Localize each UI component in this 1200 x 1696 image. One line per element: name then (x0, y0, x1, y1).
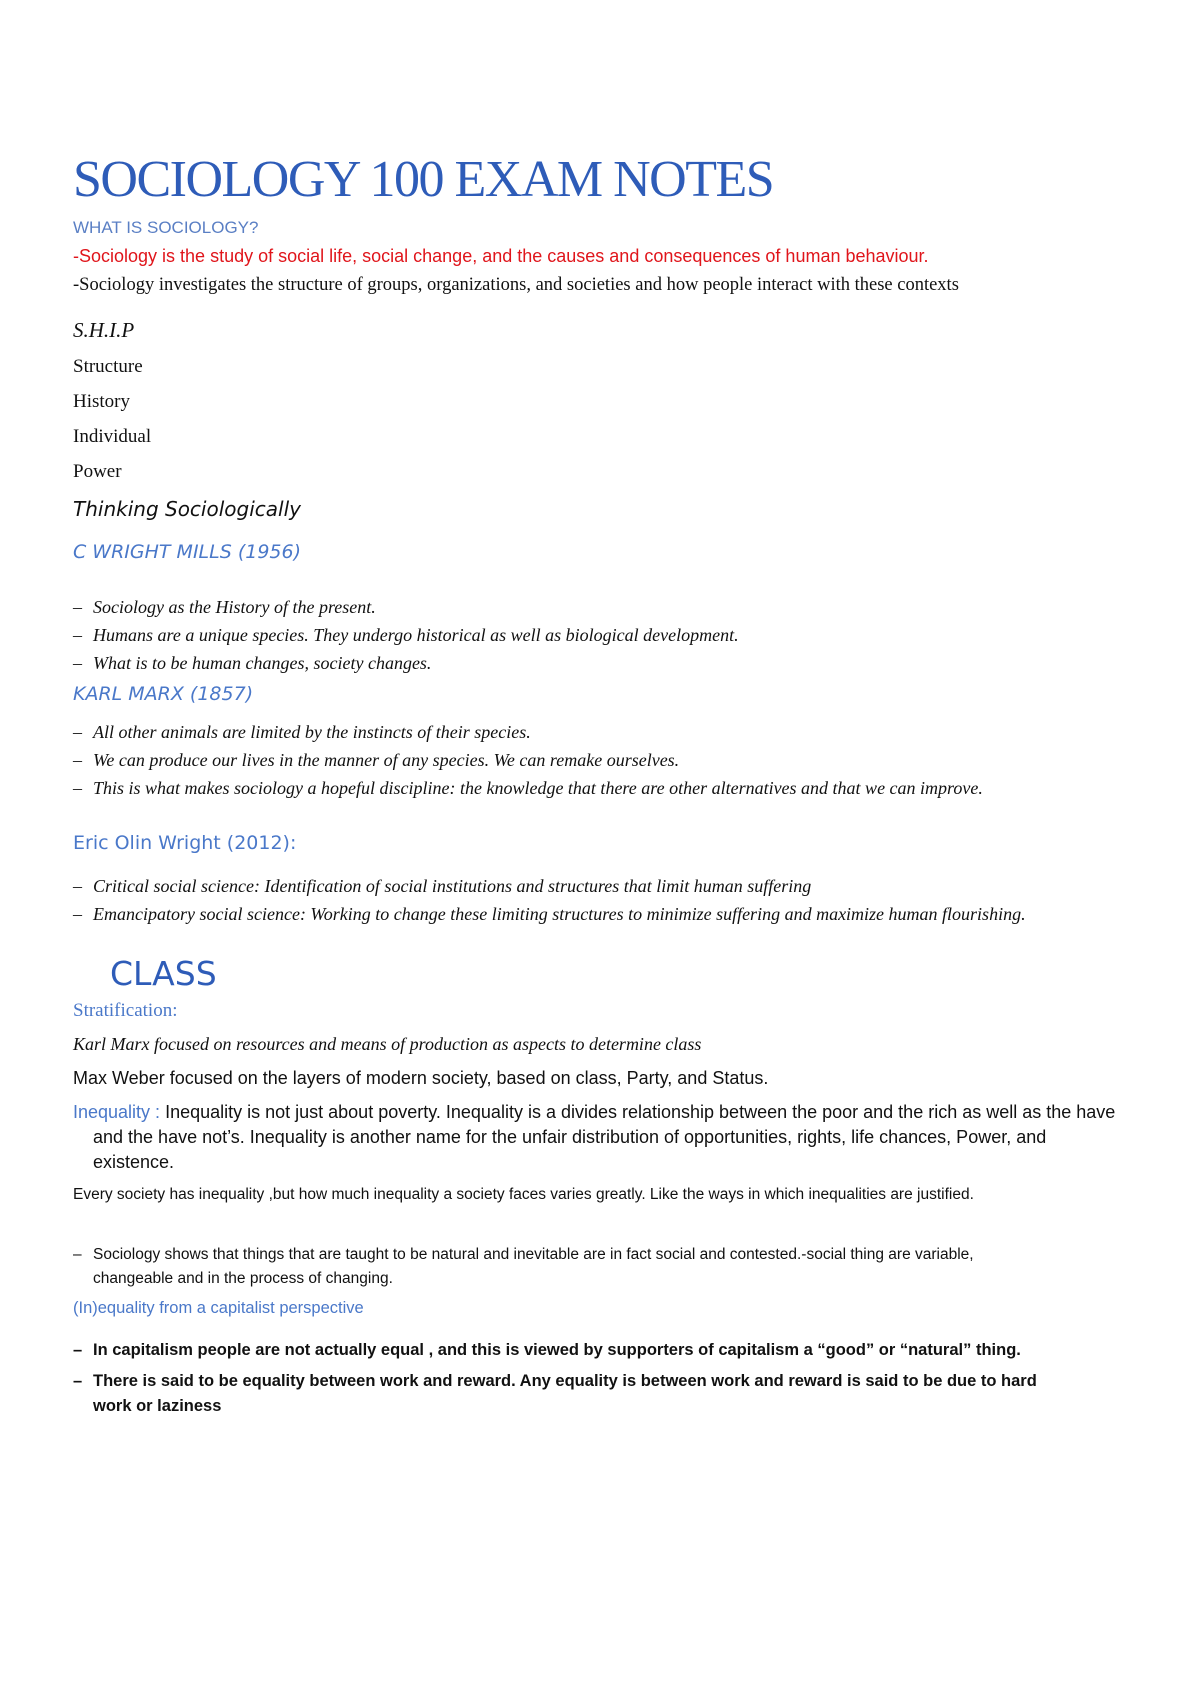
marx-list (73, 718, 1093, 802)
ship-item-individual: Individual (73, 426, 152, 447)
section-question: WHAT IS SOCIOLOGY? (73, 218, 259, 237)
sociology-shows-list (73, 1243, 1103, 1291)
ship-item-history: History (73, 391, 130, 412)
list-item: – This is what makes sociology a hopeful discipline: the knowledge that there are other alternatives and that we can improve. (73, 774, 1053, 802)
mills-heading: C WRIGHT MILLS (1956) (73, 541, 301, 563)
capitalist-list (73, 1338, 1103, 1419)
definition-red: -Sociology is the study of social life, social change, and the causes and consequences of human behaviour. (73, 246, 929, 266)
wright-heading: Eric Olin Wright (2012): (73, 832, 297, 854)
list-item: – Emancipatory social science: Working to change these limiting structures to minimize suffering and maximize human flourishing. (73, 900, 1093, 928)
list-item: – Humans are a unique species. They undergo historical as well as biological development. (73, 621, 1093, 649)
page-title: SOCIOLOGY 100 EXAM NOTES (73, 151, 774, 208)
stratification-heading: Stratification: (73, 1000, 178, 1021)
class-heading: CLASS (110, 954, 217, 993)
marx-class-text: Karl Marx focused on resources and means of production as aspects to determine class (73, 1034, 702, 1054)
list-item: – Sociology shows that things that are taught to be natural and inevitable are in fact social and contested.-social thing are variable, changeable and in the process of changing. (73, 1243, 1053, 1291)
list-item: – There is said to be equality between work and reward. Any equality is between work and reward is said to be due to hard work or laziness (73, 1369, 1053, 1419)
inequality-text: Inequality is not just about poverty. Inequality is a divides relationship between the poor and the rich as well as the have and the have not’s. Inequality is another name for the unfair distribution of opportunities, rights, life chances, Power, and existence. (93, 1102, 1116, 1172)
list-item: – Sociology as the History of the present. (73, 593, 1093, 621)
ship-heading: S.H.I.P (73, 318, 135, 342)
marx-heading: KARL MARX (1857) (73, 683, 254, 705)
every-society-text: Every society has inequality ,but how much inequality a society faces varies greatly. Like the ways in which inequalities are justified. (73, 1186, 974, 1203)
list-item: – Critical social science: Identification of social institutions and structures that limit human suffering (73, 872, 1093, 900)
list-item: – All other animals are limited by the instincts of their species. (73, 718, 1093, 746)
thinking-heading: Thinking Sociologically (73, 497, 301, 521)
mills-list (73, 593, 1093, 677)
definition-paragraph: -Sociology investigates the structure of groups, organizations, and societies and how people interact with these contexts (73, 275, 959, 295)
list-item: – In capitalism people are not actually equal , and this is viewed by supporters of capitalism a “good” or “natural” thing. (73, 1338, 1103, 1363)
list-item: – What is to be human changes, society changes. (73, 649, 1093, 677)
ship-item-power: Power (73, 461, 122, 482)
list-item: – We can produce our lives in the manner of any species. We can remake ourselves. (73, 746, 1093, 774)
wright-list (73, 872, 1093, 928)
inequality-label: Inequality : (73, 1102, 161, 1122)
capitalist-heading: (In)equality from a capitalist perspective (73, 1299, 364, 1317)
inequality-paragraph (73, 1100, 1123, 1175)
ship-item-structure: Structure (73, 356, 143, 377)
weber-text: Max Weber focused on the layers of modern society, based on class, Party, and Status. (73, 1068, 769, 1088)
